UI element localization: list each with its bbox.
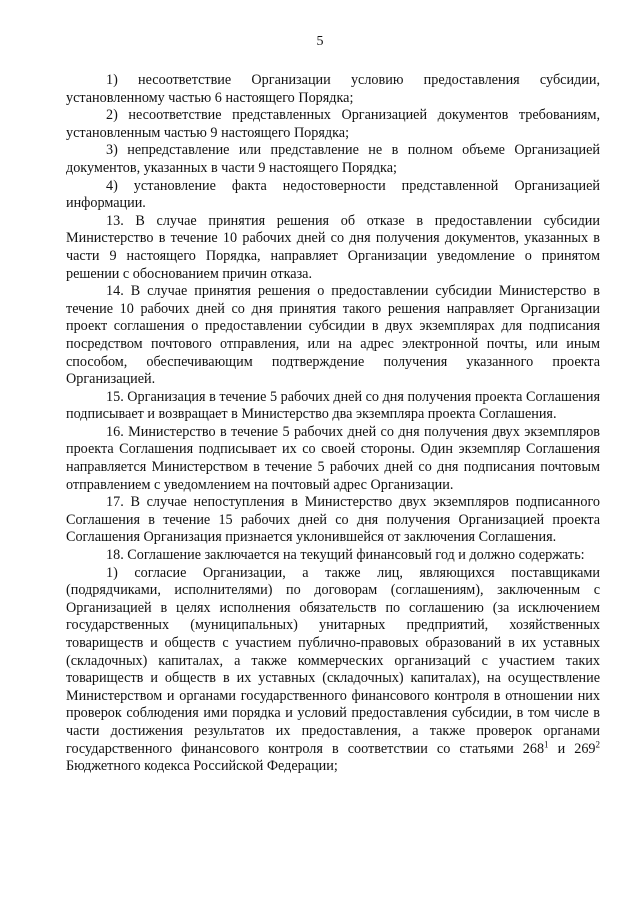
document-body	[66, 72, 600, 776]
paragraph-section-16: 16. Министерство в течение 5 рабочих дней со дня получения двух экземпляров проекта Соглашения подписывает их со своей стороны. Один экземпляр Соглашения направляется Министерством в течение 5 рабочих дней со дня подписания почтовым отправлением с уведомлением на почтовый адрес Организации.	[66, 423, 600, 493]
paragraph-section-18: 18. Соглашение заключается на текущий финансовый год и должно содержать:	[106, 547, 585, 564]
superscript-2: 2	[595, 738, 601, 749]
paragraph-section-15: 15. Организация в течение 5 рабочих дней со дня получения проекта Соглашения подписывает и возвращает в Министерство два экземпляра проекта Соглашения.	[66, 388, 600, 423]
paragraph-section-17: 17. В случае непоступления в Министерство двух экземпляров подписанного Соглашения в течение 15 рабочих дней со дня получения Организацией проекта Соглашения Организация признается уклонившейся от заключения Соглашения.	[66, 494, 600, 546]
paragraph-item-4: 4) установление факта недостоверности представленной Организацией информации.	[66, 177, 600, 212]
paragraph-item-1: 1) несоответствие Организации условию предоставления субсидии, установленному частью 6 настоящего Порядка;	[66, 72, 600, 106]
paragraph-item-2: 2) несоответствие представленных Организацией документов требованиям, установленным частью 9 настоящего Порядка;	[66, 107, 600, 141]
paragraph-text-tail: Бюджетного кодекса Российской Федерации;	[66, 758, 338, 775]
paragraph-section-13: 13. В случае принятия решения об отказе в предоставлении субсидии Министерство в течение 10 рабочих дней со дня получения документов, указанных в части 9 настоящего Порядка, направляет Организации уведомление о принятом решении с обоснованием причин отказа.	[66, 212, 600, 282]
superscript-1: 1	[544, 738, 549, 749]
paragraph-section-14: 14. В случае принятия решения о предоставлении субсидии Министерство в течение 10 рабочих дней со дня принятия такого решения направляет Организации проект соглашения о предоставлении субсидии в двух экземплярах для подписания посредством почтового отправления, или на адрес электронной почты, или иным способом, обеспечивающим подтверждение получения указанного проекта Организацией.	[66, 283, 600, 388]
page-number: 5	[316, 34, 324, 49]
paragraph-section-18-item-1	[66, 565, 600, 776]
paragraph-text: 1) согласие Организации, а также лиц, являющихся поставщиками (подрядчиками, исполнителями) по договорам (соглашениям), заключенным с Организацией в целях исполнения обязательств по соглашению (за исключением государственных (муниципальных) унитарных предприятий, хозяйственных товариществ и обществ с участием публично-правовых образований в их уставных (складочных) капиталах, а также коммерческих организаций с участием таких товариществ и обществ в их уставных (складочных) капиталах), на осуществление Министерством и органами государственного финансового контроля в отношении них проверок соблюдения ими порядка и условий предоставления субсидии, в том числе в части достижения результатов их предоставления, а также проверок органами государственного финансового контроля в соответствии со статьями 268	[66, 564, 600, 757]
paragraph-text-mid: и 269	[548, 740, 596, 757]
paragraph-item-3: 3) непредставление или представление не в полном объеме Организацией документов, указанных в части 9 настоящего Порядка;	[66, 142, 600, 176]
